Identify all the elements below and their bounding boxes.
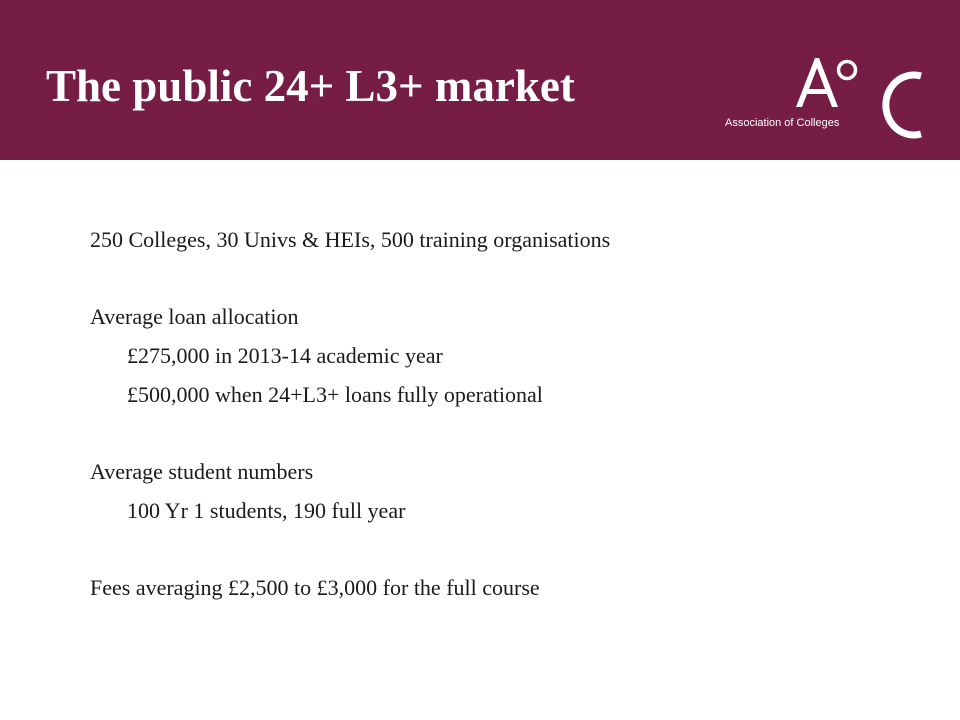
logo-letter-a (796, 58, 838, 107)
aoc-logo (720, 50, 930, 150)
logo-letter-o (839, 62, 856, 79)
institutions-text: 250 Colleges, 30 Univs & HEIs, 500 training organisations (90, 227, 611, 252)
fees-text: Fees averaging £2,500 to £3,000 for the full course (90, 575, 540, 601)
logo-tagline: Association of Colleges (725, 117, 840, 129)
loan-heading: Average loan allocation (90, 304, 299, 330)
spacer (90, 531, 910, 570)
header-banner (0, 0, 960, 160)
spacer (90, 260, 910, 299)
loan-detail-full: £500,000 when 24+L3+ loans fully operational (127, 381, 543, 407)
logo-letter-c (886, 75, 921, 135)
slide-title: The public 24+ L3+ market (46, 61, 575, 111)
students-heading: Average student numbers (90, 459, 314, 485)
spacer (90, 414, 910, 453)
loan-detail-2013: £275,000 in 2013-14 academic year (127, 343, 443, 369)
students-detail: 100 Yr 1 students, 190 full year (127, 497, 406, 523)
slide-body (90, 221, 910, 608)
